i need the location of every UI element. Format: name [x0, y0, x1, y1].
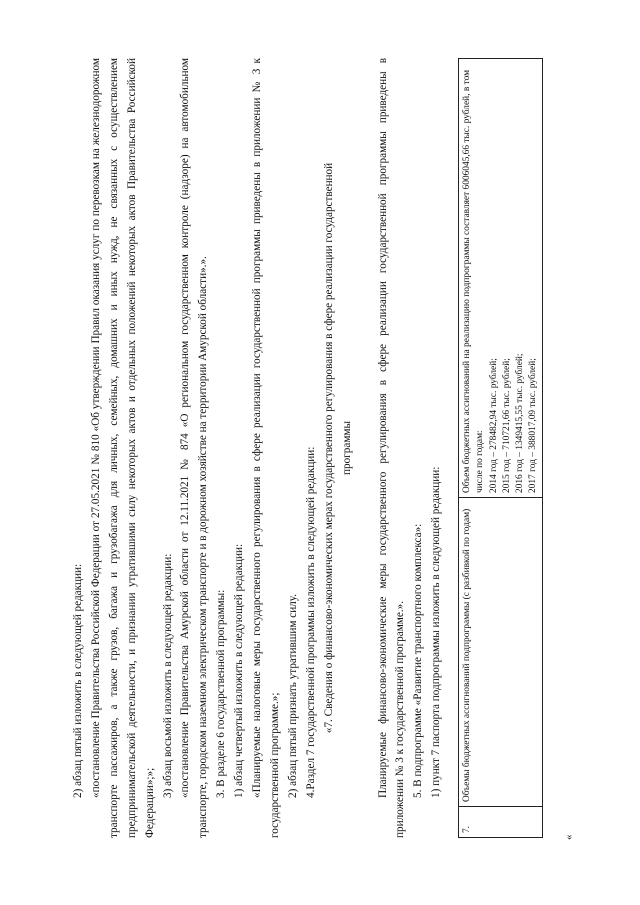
budget-intro: Объем бюджетных ассигнований на реализацию подпрограммы составляет 6006045,66 тыс. рублей, в том числе по годам: [462, 69, 486, 493]
spacer [446, 58, 456, 838]
paragraph: «постановление Правительства Российской Федерации от 27.05.2021 № 810 «Об утверждении Правил оказания услуг по перевозкам на железнодорожном транспорте пассажиров, а также грузов, багажа и грузобагажа для личных, семейных, домашних и иных нужд, не связанных с осуществлением предпринимательской деятельности, и признании утратившими силу некоторых актов и отдельных положений некоторых актов Правительства Российской Федерации»;»; [89, 58, 156, 838]
table-cell-number: 7. [459, 807, 543, 838]
paragraph: 5. В подпрограмме «Развитие транспортного комплекса»: [412, 523, 425, 798]
paragraph: 2) абзац пятый признать утратившим силу. [286, 593, 299, 798]
table-cell-label: Объемы бюджетных ассигнований подпрограммы (с разбивкой по годам) [459, 498, 543, 807]
paragraph: 1) пункт 7 паспорта подпрограммы изложить в следующей редакции: [430, 466, 443, 798]
paragraph: 3) абзац восьмой изложить в следующей редакции: [161, 553, 174, 798]
paragraph: Планируемые финансово-экономические меры государственного регулирования в сфере реализации государственной программы приведены в приложении № 3 к государственной программе.». [376, 58, 407, 838]
paragraph: «Планируемые налоговые меры государственного регулирования в сфере реализации государственной программы приведены в приложении № 3 к государственной программе.»; [251, 58, 281, 838]
budget-year: 2014 год – 278482,94 тыс. рублей; [488, 358, 499, 493]
budget-year: 2016 год – 1349415,55 тыс. рублей; [514, 353, 525, 493]
spacer [357, 58, 375, 838]
paragraph: 1) абзац четвертый изложить в следующей редакции: [233, 543, 246, 798]
paragraph: 3. В разделе 6 государственной программы: [215, 589, 228, 798]
paragraph: 4.Раздел 7 государственной программы изложить в следующей редакции: [304, 446, 317, 798]
table-cell-value [459, 59, 543, 498]
paragraph: «постановление Правительства Амурской области от 12.11.2021 № 874 «О региональном государственном контроле (надзоре) на автомобильном транспорте, городском наземном электрическом транспорте и в дорожном хозяйстве на территории Амурской области».». [179, 58, 210, 838]
passport-table [458, 58, 543, 838]
budget-year: 2015 год – 710721,66 тыс. рублей; [501, 358, 512, 493]
rotated-document-body [70, 58, 590, 838]
budget-year: 2017 год – 388017,09 тыс. рублей; [528, 358, 539, 493]
table-row [459, 59, 543, 838]
open-quote: « [563, 834, 575, 840]
paragraph: 2) абзац пятый изложить в следующей редакции: [72, 563, 84, 798]
section-heading: «7. Сведения о финансово-экономических мерах государственного регулирования в сфере реализации государственной программы [322, 162, 353, 734]
